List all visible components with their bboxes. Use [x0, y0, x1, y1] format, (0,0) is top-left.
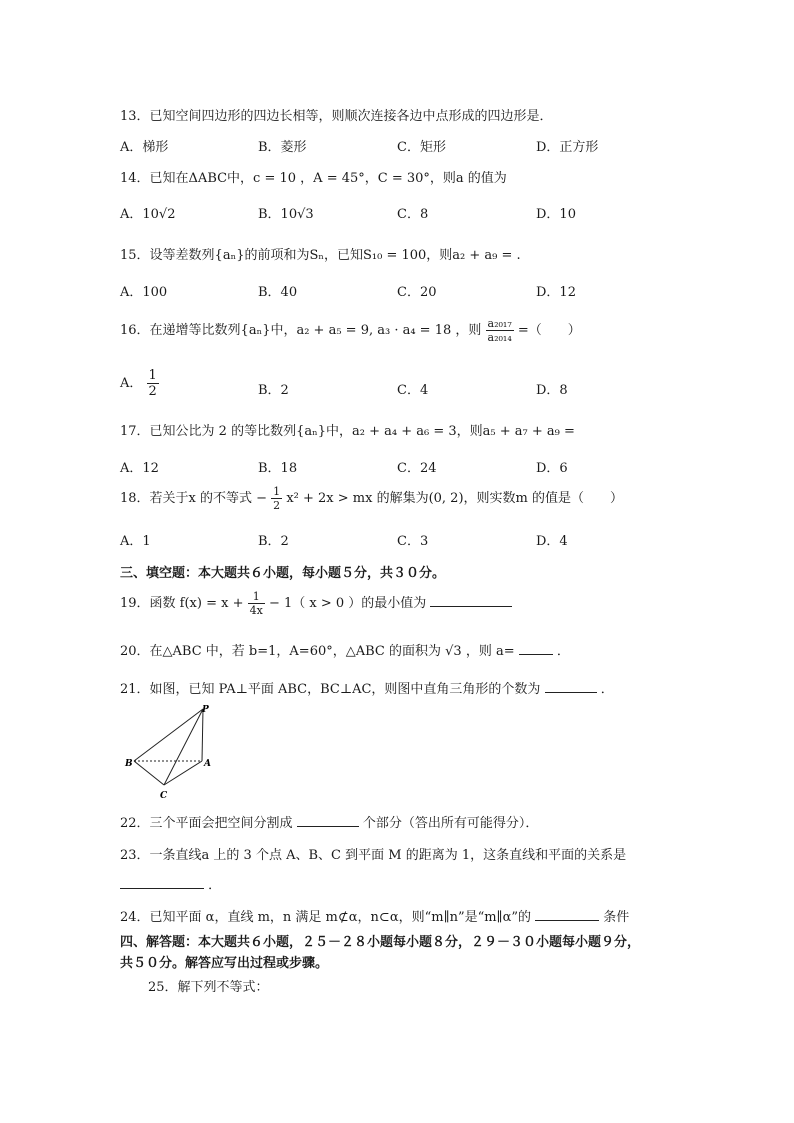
label-b: B	[125, 759, 133, 769]
question-13: 13．已知空间四边形的四边长相等，则顺次连接各边中点形成的四边形是．	[120, 109, 553, 124]
q23-answer-line	[120, 874, 221, 893]
q16-opt-a-fraction	[147, 369, 159, 398]
edge-pc	[164, 709, 203, 785]
q16-text-a: 16．在递增等比数列{aₙ}中，a₂ + a₅ = 9, a₃ · a₄ = 18 ，则	[120, 323, 482, 338]
q20-tail: ．	[556, 644, 570, 659]
q17-option-a: A．12	[120, 461, 159, 476]
q19-frac-den: 4x	[249, 604, 263, 617]
label-c: C	[160, 791, 168, 801]
q18-option-a: A．1	[120, 534, 151, 549]
question-14: 14．已知在ΔABC中，c = 10 ，A = 45°，C = 30°，则a 的值为	[120, 171, 507, 186]
q15-option-c: C．20	[397, 285, 437, 300]
section-4-heading-line-2: 共５０分。解答应写出过程或步骤。	[120, 956, 329, 971]
question-24	[120, 906, 629, 925]
q19-frac-num: 1	[248, 591, 265, 604]
q16-option-b: B．2	[258, 383, 289, 398]
q21-answer-blank[interactable]	[545, 680, 597, 693]
q13-option-b: B．菱形	[258, 140, 307, 155]
q18-frac-num: 1	[273, 485, 281, 498]
q22-text: 22．三个平面会把空间分割成	[120, 816, 293, 831]
q16-opt-a-prefix: A．	[120, 376, 143, 391]
q18-frac-den: 2	[273, 499, 281, 512]
q20-text: 20．在△ABC 中，若 b=1，A=60°，△ABC 的面积为 √3 ，则 a=	[120, 644, 515, 659]
q19-answer-blank[interactable]	[430, 594, 512, 607]
question-17: 17．已知公比为 2 的等比数列{aₙ}中，a₂ + a₄ + a₆ = 3，则a₅ + a₇ + a₉ =	[120, 424, 575, 439]
q16-text-b: =（ ）	[517, 323, 581, 338]
q18-text-a: 18．若关于x 的不等式 −	[120, 491, 268, 506]
q18-option-c: C．3	[397, 534, 429, 549]
q24-text: 24．已知平面 α，直线 m，n 满足 m⊄α，n⊂α，则“m∥n”是“m∥α”的	[120, 910, 531, 925]
q16-fraction	[486, 318, 514, 343]
q22-tail: 个部分（答出所有可能得分）．	[362, 816, 539, 831]
q16-opt-a-den: 2	[148, 384, 157, 399]
q16-option-a	[120, 369, 159, 398]
q17-option-d: D．6	[536, 461, 568, 476]
section-4-heading-line-1: 四、解答题：本大题共６小题，２５－２８小题每小题８分，２９－３０小题每小题９分，	[120, 935, 641, 950]
q18-option-b: B．2	[258, 534, 289, 549]
label-a: A	[204, 759, 211, 769]
q13-option-d: D．正方形	[536, 140, 599, 155]
q20-answer-blank[interactable]	[519, 642, 553, 655]
section-3-heading: 三、填空题：本大题共６小题，每小题５分，共３０分。	[120, 566, 446, 581]
q19-fraction	[248, 591, 265, 616]
q15-option-a: A．100	[120, 285, 168, 300]
edge-bp	[134, 709, 203, 761]
q23-tail: ．	[208, 878, 222, 893]
question-16	[120, 318, 581, 343]
q16-frac-num: a₂₀₁₇	[487, 317, 512, 330]
question-21	[120, 678, 614, 697]
edge-pa	[202, 709, 203, 761]
pyramid-figure	[120, 700, 220, 805]
q18-fraction	[271, 486, 282, 511]
question-23: 23．一条直线a 上的 3 个点 A、B、C 到平面 M 的距离为 1，这条直线和平面的关系是	[120, 848, 627, 863]
q16-frac-den: a₂₀₁₄	[487, 331, 512, 344]
q14-option-c: C．8	[397, 207, 429, 222]
q22-answer-blank[interactable]	[297, 814, 359, 827]
q16-option-c: C．4	[397, 383, 429, 398]
q19-text-a: 19．函数 f(x) = x +	[120, 596, 244, 611]
q14-option-b: B．10√3	[258, 207, 314, 222]
q14-option-a: A．10√2	[120, 207, 176, 222]
q16-opt-a-num: 1	[148, 368, 157, 383]
question-20	[120, 640, 570, 659]
q21-text: 21．如图，已知 PA⊥平面 ABC，BC⊥AC，则图中直角三角形的个数为	[120, 682, 541, 697]
label-p: P	[202, 705, 209, 715]
q15-option-b: B．40	[258, 285, 298, 300]
q17-option-b: B．18	[258, 461, 298, 476]
question-15: 15．设等差数列{aₙ}的前项和为Sₙ，已知S₁₀ = 100，则a₂ + a₉ = .	[120, 248, 521, 263]
q19-text-b: − 1（ x > 0 ）的最小值为	[268, 596, 427, 611]
q13-option-a: A．梯形	[120, 140, 169, 155]
q13-option-c: C．矩形	[397, 140, 446, 155]
q18-text-b: x² + 2x > mx 的解集为(0, 2)，则实数m 的值是（ ）	[286, 491, 623, 506]
question-18	[120, 486, 623, 511]
edge-bc	[134, 761, 164, 785]
question-22	[120, 812, 538, 831]
q23-answer-blank[interactable]	[120, 876, 204, 889]
q14-option-d: D．10	[536, 207, 576, 222]
q18-option-d: D．4	[536, 534, 568, 549]
q21-tail: ．	[600, 682, 614, 697]
q17-option-c: C．24	[397, 461, 437, 476]
q24-tail: 条件	[603, 910, 630, 925]
question-25: 25．解下列不等式：	[148, 980, 269, 995]
q16-option-d: D．8	[536, 383, 568, 398]
q24-answer-blank[interactable]	[535, 908, 599, 921]
q15-option-d: D．12	[536, 285, 576, 300]
question-19	[120, 591, 512, 616]
